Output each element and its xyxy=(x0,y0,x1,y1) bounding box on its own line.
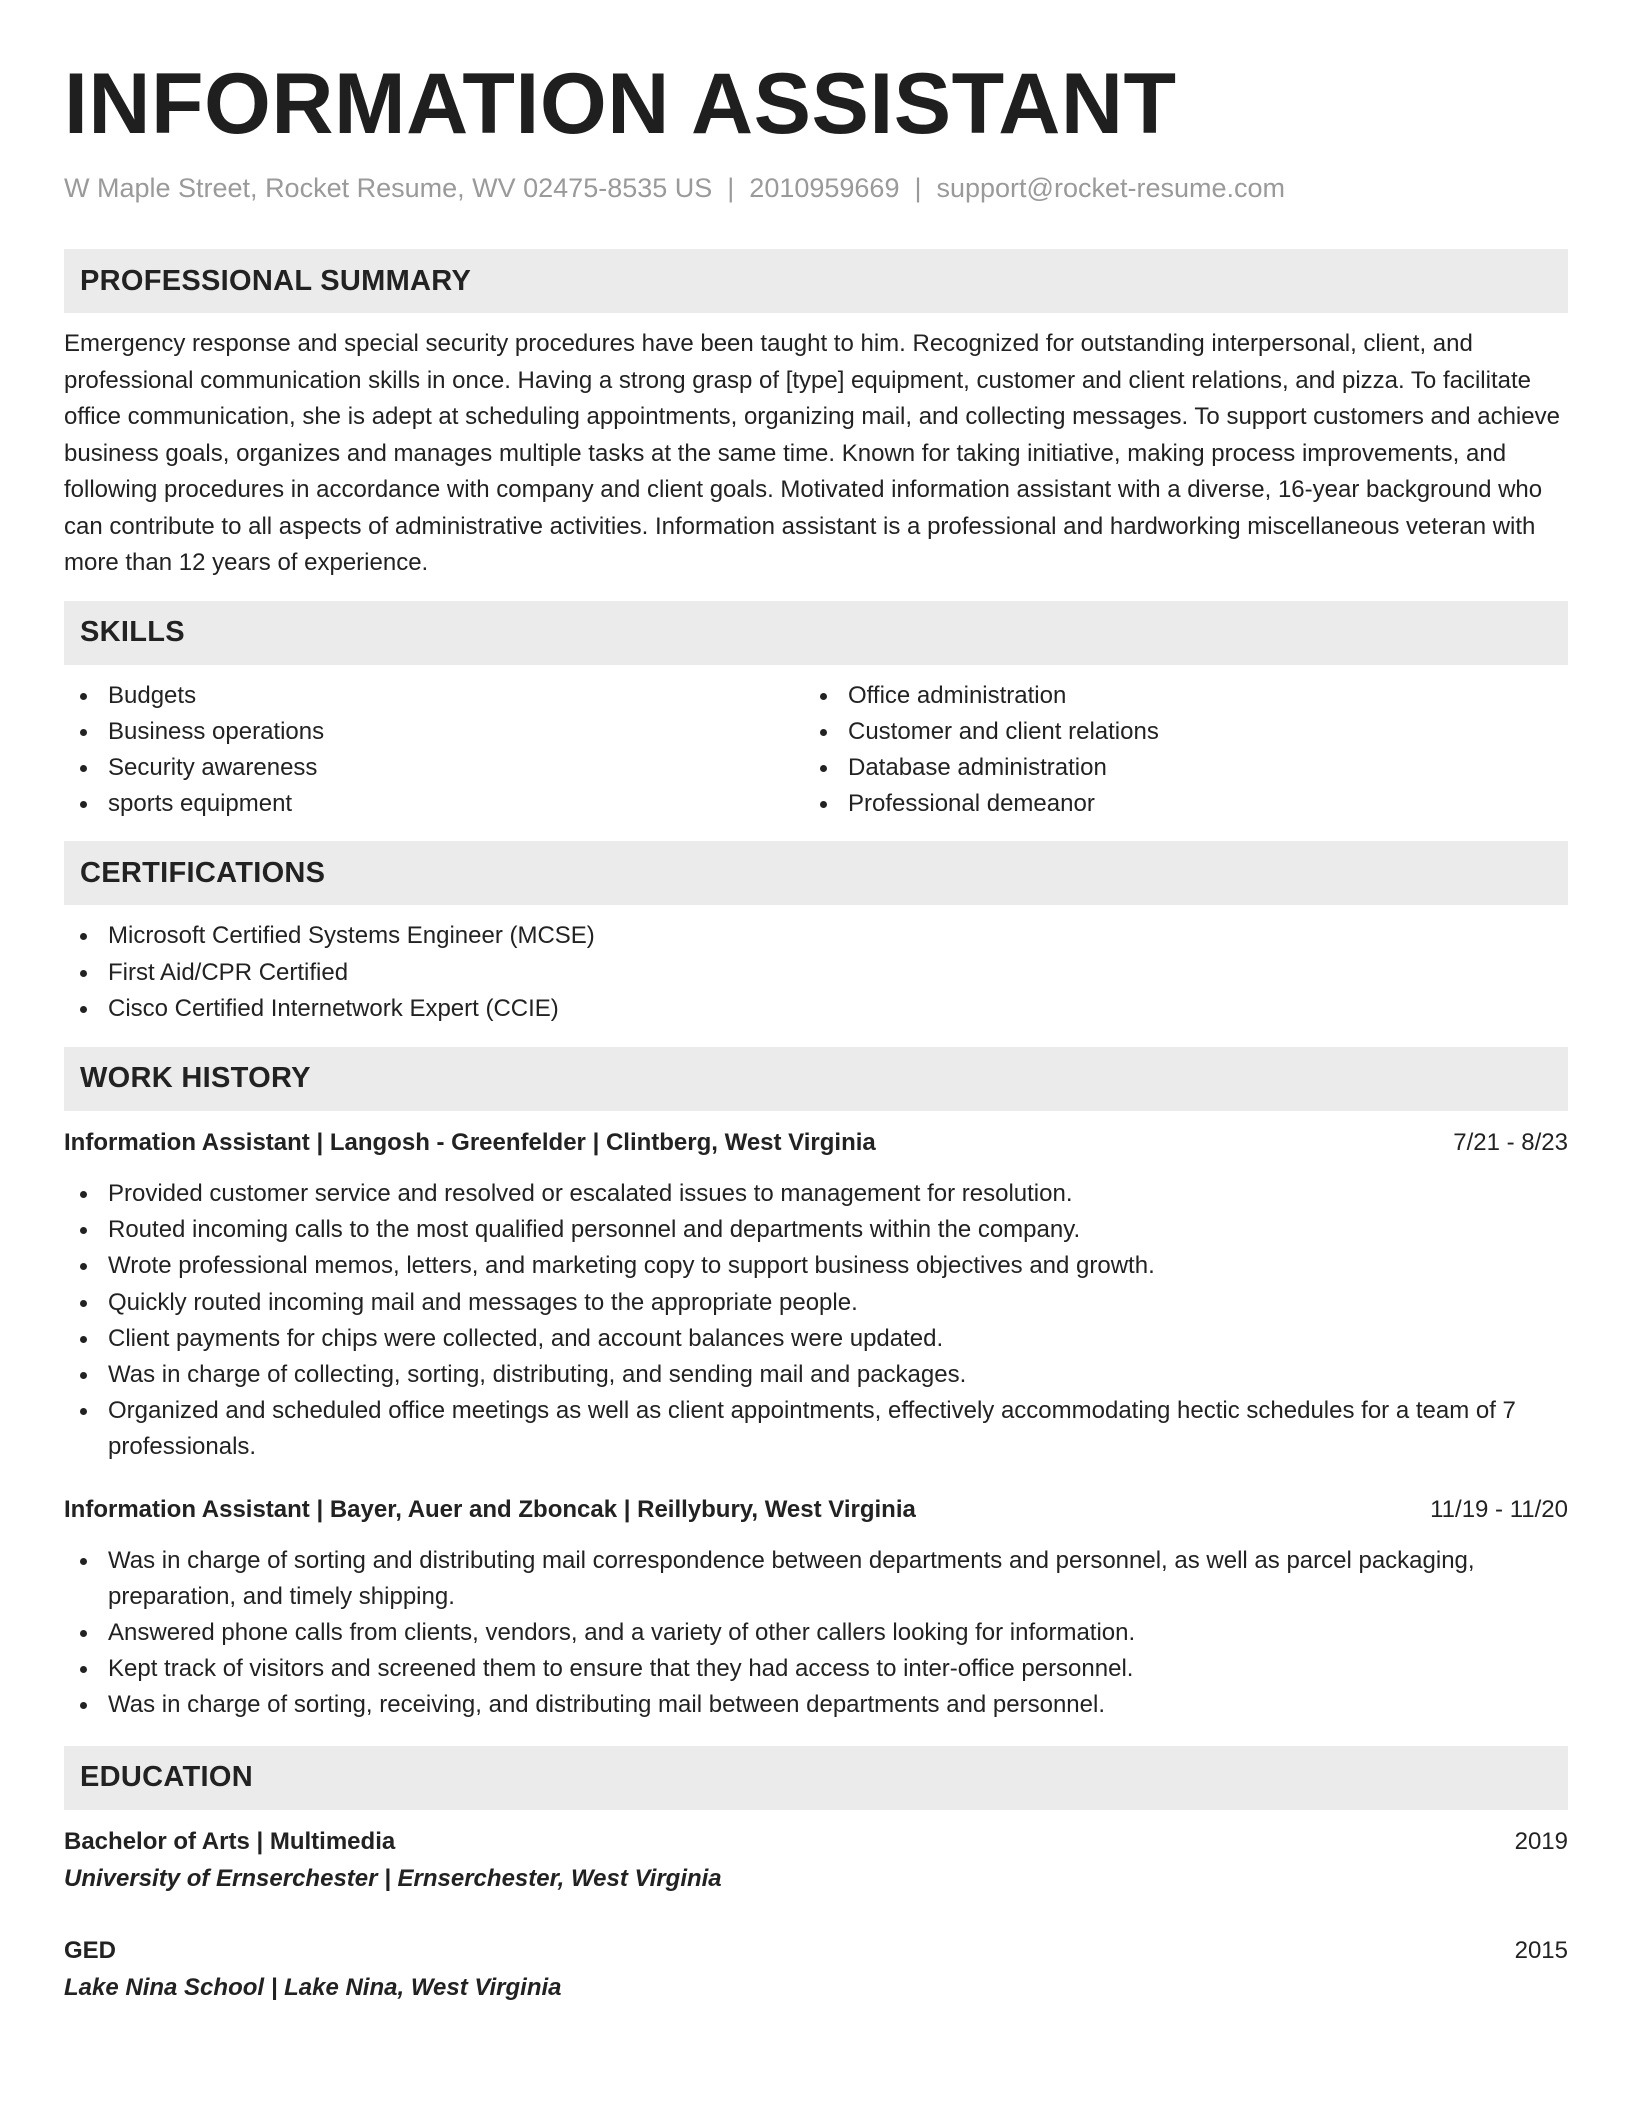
contact-address: W Maple Street, Rocket Resume, WV 02475-8535 US xyxy=(64,173,713,203)
job-bullets xyxy=(64,1543,1568,1724)
job-bullet: Wrote professional memos, letters, and marketing copy to support business objectives and growth. xyxy=(64,1248,1568,1284)
skills-column-left xyxy=(64,678,804,823)
job-bullets xyxy=(64,1176,1568,1466)
job-title: Information Assistant | Langosh - Greenfelder | Clintberg, West Virginia xyxy=(64,1128,876,1156)
education-degree: GED xyxy=(64,1936,117,1964)
section-heading-skills: SKILLS xyxy=(64,601,1568,665)
certification-item: Microsoft Certified Systems Engineer (MCSE) xyxy=(64,918,1568,954)
education-year: 2019 xyxy=(1514,1827,1568,1855)
skill-item: Office administration xyxy=(804,678,1544,714)
skill-item: Database administration xyxy=(804,750,1544,786)
education-degree: Bachelor of Arts | Multimedia xyxy=(64,1827,396,1855)
job-bullet: Kept track of visitors and screened them to ensure that they had access to inter-office personnel. xyxy=(64,1651,1568,1687)
job-entry xyxy=(64,1125,1568,1466)
contact-separator: | xyxy=(727,173,735,203)
section-heading-education: EDUCATION xyxy=(64,1746,1568,1810)
skill-item: Budgets xyxy=(64,678,804,714)
skill-item: Business operations xyxy=(64,714,804,750)
contact-phone: 2010959669 xyxy=(749,173,900,203)
contact-separator: | xyxy=(914,173,922,203)
summary-text: Emergency response and special security procedures have been taught to him. Recognized for outstanding interpersonal, client, and professional communication skills in once. Having a strong grasp of [type] equipment, customer and client relations, and pizza. To facilitate office communication, she is adept at scheduling appointments, organizing mail, and collecting messages. To support customers and achieve business goals, organizes and manages multiple tasks at the same time. Known for taking initiative, making process improvements, and following procedures in accordance with company and client goals. Motivated information assistant with a diverse, 16-year background who can contribute to all aspects of administrative activities. Information assistant is a professional and hardworking miscellaneous veteran with more than 12 years of experience. xyxy=(64,330,1560,576)
skill-item: Security awareness xyxy=(64,750,804,786)
skill-item: Customer and client relations xyxy=(804,714,1544,750)
section-heading-certifications: CERTIFICATIONS xyxy=(64,841,1568,905)
job-bullet: Client payments for chips were collected, and account balances were updated. xyxy=(64,1321,1568,1357)
job-bullet: Provided customer service and resolved or escalated issues to management for resolution. xyxy=(64,1176,1568,1212)
job-entry xyxy=(64,1492,1568,1724)
job-bullet: Was in charge of sorting, receiving, and distributing mail between departments and personnel. xyxy=(64,1687,1568,1723)
education-entry xyxy=(64,1932,1568,2006)
skills-column-right xyxy=(804,678,1544,823)
job-header xyxy=(64,1125,1568,1161)
resume-name: INFORMATION ASSISTANT xyxy=(64,56,1177,152)
section-heading-work-history: WORK HISTORY xyxy=(64,1047,1568,1111)
education-school: Lake Nina School | Lake Nina, West Virginia xyxy=(64,1973,562,2001)
section-heading-summary: PROFESSIONAL SUMMARY xyxy=(64,249,1568,313)
skills-list xyxy=(64,678,1568,823)
job-bullet: Organized and scheduled office meetings as well as client appointments, effectively accommodating hectic schedules for a team of 7 professionals. xyxy=(64,1393,1568,1465)
contact-line xyxy=(64,170,1568,206)
job-dates: 11/19 - 11/20 xyxy=(1430,1495,1568,1523)
certification-item: First Aid/CPR Certified xyxy=(64,955,1568,991)
certification-item: Cisco Certified Internetwork Expert (CCIE) xyxy=(64,991,1568,1027)
skill-item: sports equipment xyxy=(64,786,804,822)
job-bullet: Answered phone calls from clients, vendors, and a variety of other callers looking for information. xyxy=(64,1615,1568,1651)
certifications-list xyxy=(64,918,1568,1027)
education-header xyxy=(64,1823,1568,1860)
skill-item: Professional demeanor xyxy=(804,786,1544,822)
job-title: Information Assistant | Bayer, Auer and Zboncak | Reillybury, West Virginia xyxy=(64,1495,916,1523)
education-year: 2015 xyxy=(1514,1936,1568,1964)
education-school: University of Ernserchester | Ernserchester, West Virginia xyxy=(64,1864,722,1892)
contact-email[interactable]: support@rocket-resume.com xyxy=(936,173,1286,203)
education-header xyxy=(64,1932,1568,1969)
job-bullet: Was in charge of collecting, sorting, distributing, and sending mail and packages. xyxy=(64,1357,1568,1393)
education-entry xyxy=(64,1823,1568,1897)
job-bullet: Quickly routed incoming mail and messages to the appropriate people. xyxy=(64,1285,1568,1321)
job-dates: 7/21 - 8/23 xyxy=(1453,1128,1568,1156)
job-bullet: Was in charge of sorting and distributing mail correspondence between departments and personnel, as well as parcel packaging, preparation, and timely shipping. xyxy=(64,1543,1568,1615)
job-bullet: Routed incoming calls to the most qualified personnel and departments within the company. xyxy=(64,1212,1568,1248)
job-header xyxy=(64,1492,1568,1528)
